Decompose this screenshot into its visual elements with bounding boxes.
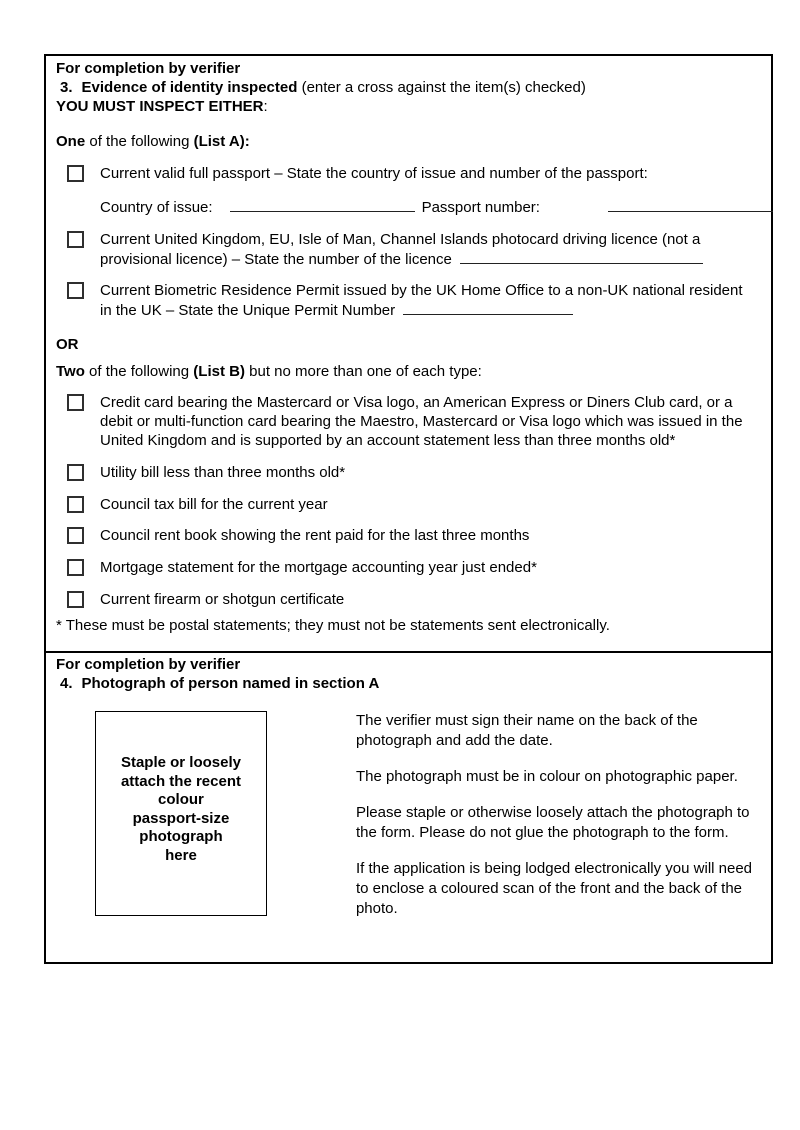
section-4-title: Photograph of person named in section A bbox=[81, 675, 380, 692]
country-of-issue-field[interactable] bbox=[230, 197, 415, 212]
photo-row bbox=[56, 711, 761, 919]
list-a-intro-bold: One bbox=[56, 133, 86, 150]
list-b-intro-bold2: (List B) bbox=[193, 363, 245, 380]
section-4-box-header: For completion by verifier bbox=[56, 656, 241, 673]
list-b-item bbox=[67, 495, 761, 514]
list-a-intro bbox=[56, 132, 761, 151]
item-text: Current United Kingdom, EU, Isle of Man, Channel Islands photocard driving licence (not a provisional licence) – State the number of the licence bbox=[100, 231, 701, 268]
list-b-item bbox=[67, 526, 761, 545]
item-label: Current valid full passport – State the country of issue and number of the passport: bbox=[100, 165, 648, 182]
photo-box-line: here bbox=[165, 846, 197, 864]
checkbox-utility-bill[interactable] bbox=[67, 464, 84, 481]
item-label: Credit card bearing the Mastercard or Visa logo, an American Express or Diners Club card, or a debit or multi-function card bearing the Maestro, Mastercard or Visa logo which was issued in the United Kingdom and is supported by an account statement less than three months old* bbox=[100, 394, 743, 449]
list-b-intro-tail: but no more than one of each type: bbox=[244, 363, 482, 380]
must-inspect-line bbox=[56, 97, 761, 116]
photo-box-line: photograph bbox=[139, 828, 223, 845]
item-label: Mortgage statement for the mortgage accounting year just ended* bbox=[100, 559, 537, 576]
list-b-intro-bold: Two bbox=[56, 363, 85, 380]
checkbox-firearm-certificate[interactable] bbox=[67, 591, 84, 608]
checkbox-biometric-permit[interactable] bbox=[67, 282, 84, 299]
section-3-title-note: (enter a cross against the item(s) checked) bbox=[297, 79, 586, 96]
list-b-item bbox=[67, 463, 761, 482]
passport-number-label: Passport number: bbox=[421, 199, 540, 216]
section-4-photograph-box bbox=[44, 651, 773, 964]
item-label bbox=[100, 230, 761, 269]
photo-attachment-placeholder bbox=[95, 711, 267, 916]
passport-number-field[interactable] bbox=[608, 197, 773, 212]
list-b-intro bbox=[56, 362, 761, 381]
photo-box-line: Staple or loosely bbox=[120, 754, 241, 771]
permit-number-field[interactable] bbox=[403, 300, 573, 315]
list-b-intro-mid: of the following bbox=[84, 363, 194, 380]
checkbox-credit-card[interactable] bbox=[67, 394, 84, 411]
photo-instruction-paragraph: If the application is being lodged electronically you will need to enclose a coloured scan of the front and the back of the photo. bbox=[355, 860, 753, 917]
checkbox-mortgage-statement[interactable] bbox=[67, 559, 84, 576]
list-b-item bbox=[67, 558, 761, 577]
section-3-box-header: For completion by verifier bbox=[56, 60, 241, 77]
photo-instructions bbox=[356, 711, 761, 919]
photo-box-line: attach the recent bbox=[120, 772, 241, 790]
list-a-intro-mid: of the following bbox=[85, 133, 194, 150]
section-4-number: 4. bbox=[60, 675, 73, 692]
item-label: Council tax bill for the current year bbox=[100, 496, 328, 513]
list-b-item bbox=[67, 590, 761, 609]
list-a-item bbox=[67, 281, 761, 320]
item-label: Utility bill less than three months old* bbox=[100, 464, 346, 481]
checkbox-driving-licence[interactable] bbox=[67, 231, 84, 248]
checkbox-passport[interactable] bbox=[67, 165, 84, 182]
item-label: Current firearm or shotgun certificate bbox=[100, 591, 345, 608]
list-a-item bbox=[67, 164, 761, 183]
photo-box-line: colour bbox=[158, 791, 204, 808]
photo-instruction-paragraph: Please staple or otherwise loosely attach the photograph to the form. Please do not glue the photograph to the form. bbox=[355, 804, 750, 841]
must-inspect-colon: : bbox=[263, 98, 268, 115]
list-b-item bbox=[67, 393, 761, 450]
photo-instruction-paragraph: The photograph must be in colour on photographic paper. bbox=[355, 768, 738, 785]
section-3-number: 3. bbox=[60, 79, 73, 96]
section-3-evidence-box bbox=[44, 54, 773, 653]
checkbox-council-tax[interactable] bbox=[67, 496, 84, 513]
item-label bbox=[100, 281, 761, 320]
country-of-issue-label: Country of issue: bbox=[100, 199, 213, 216]
photo-instruction-paragraph: The verifier must sign their name on the back of the photograph and add the date. bbox=[355, 712, 698, 749]
item-label: Council rent book showing the rent paid for the last three months bbox=[100, 527, 530, 544]
photo-box-line: passport-size bbox=[132, 809, 230, 827]
section-3-title: Evidence of identity inspected bbox=[81, 79, 298, 96]
section-3-title-line bbox=[56, 78, 761, 97]
checkbox-rent-book[interactable] bbox=[67, 527, 84, 544]
passport-fields-row bbox=[100, 197, 761, 217]
licence-number-field[interactable] bbox=[460, 249, 703, 264]
must-inspect-text: YOU MUST INSPECT EITHER bbox=[56, 98, 264, 115]
item-text: Current Biometric Residence Permit issued by the UK Home Office to a non-UK national resident in the UK – State the Unique Permit Number bbox=[100, 282, 743, 319]
list-a-intro-bold2: (List A): bbox=[193, 133, 250, 150]
or-label: OR bbox=[56, 336, 79, 353]
list-a-item bbox=[67, 230, 761, 269]
verifier-form bbox=[44, 54, 773, 964]
postal-statements-footnote: * These must be postal statements; they must not be statements sent electronically. bbox=[56, 617, 610, 634]
section-4-title-line bbox=[56, 674, 761, 693]
